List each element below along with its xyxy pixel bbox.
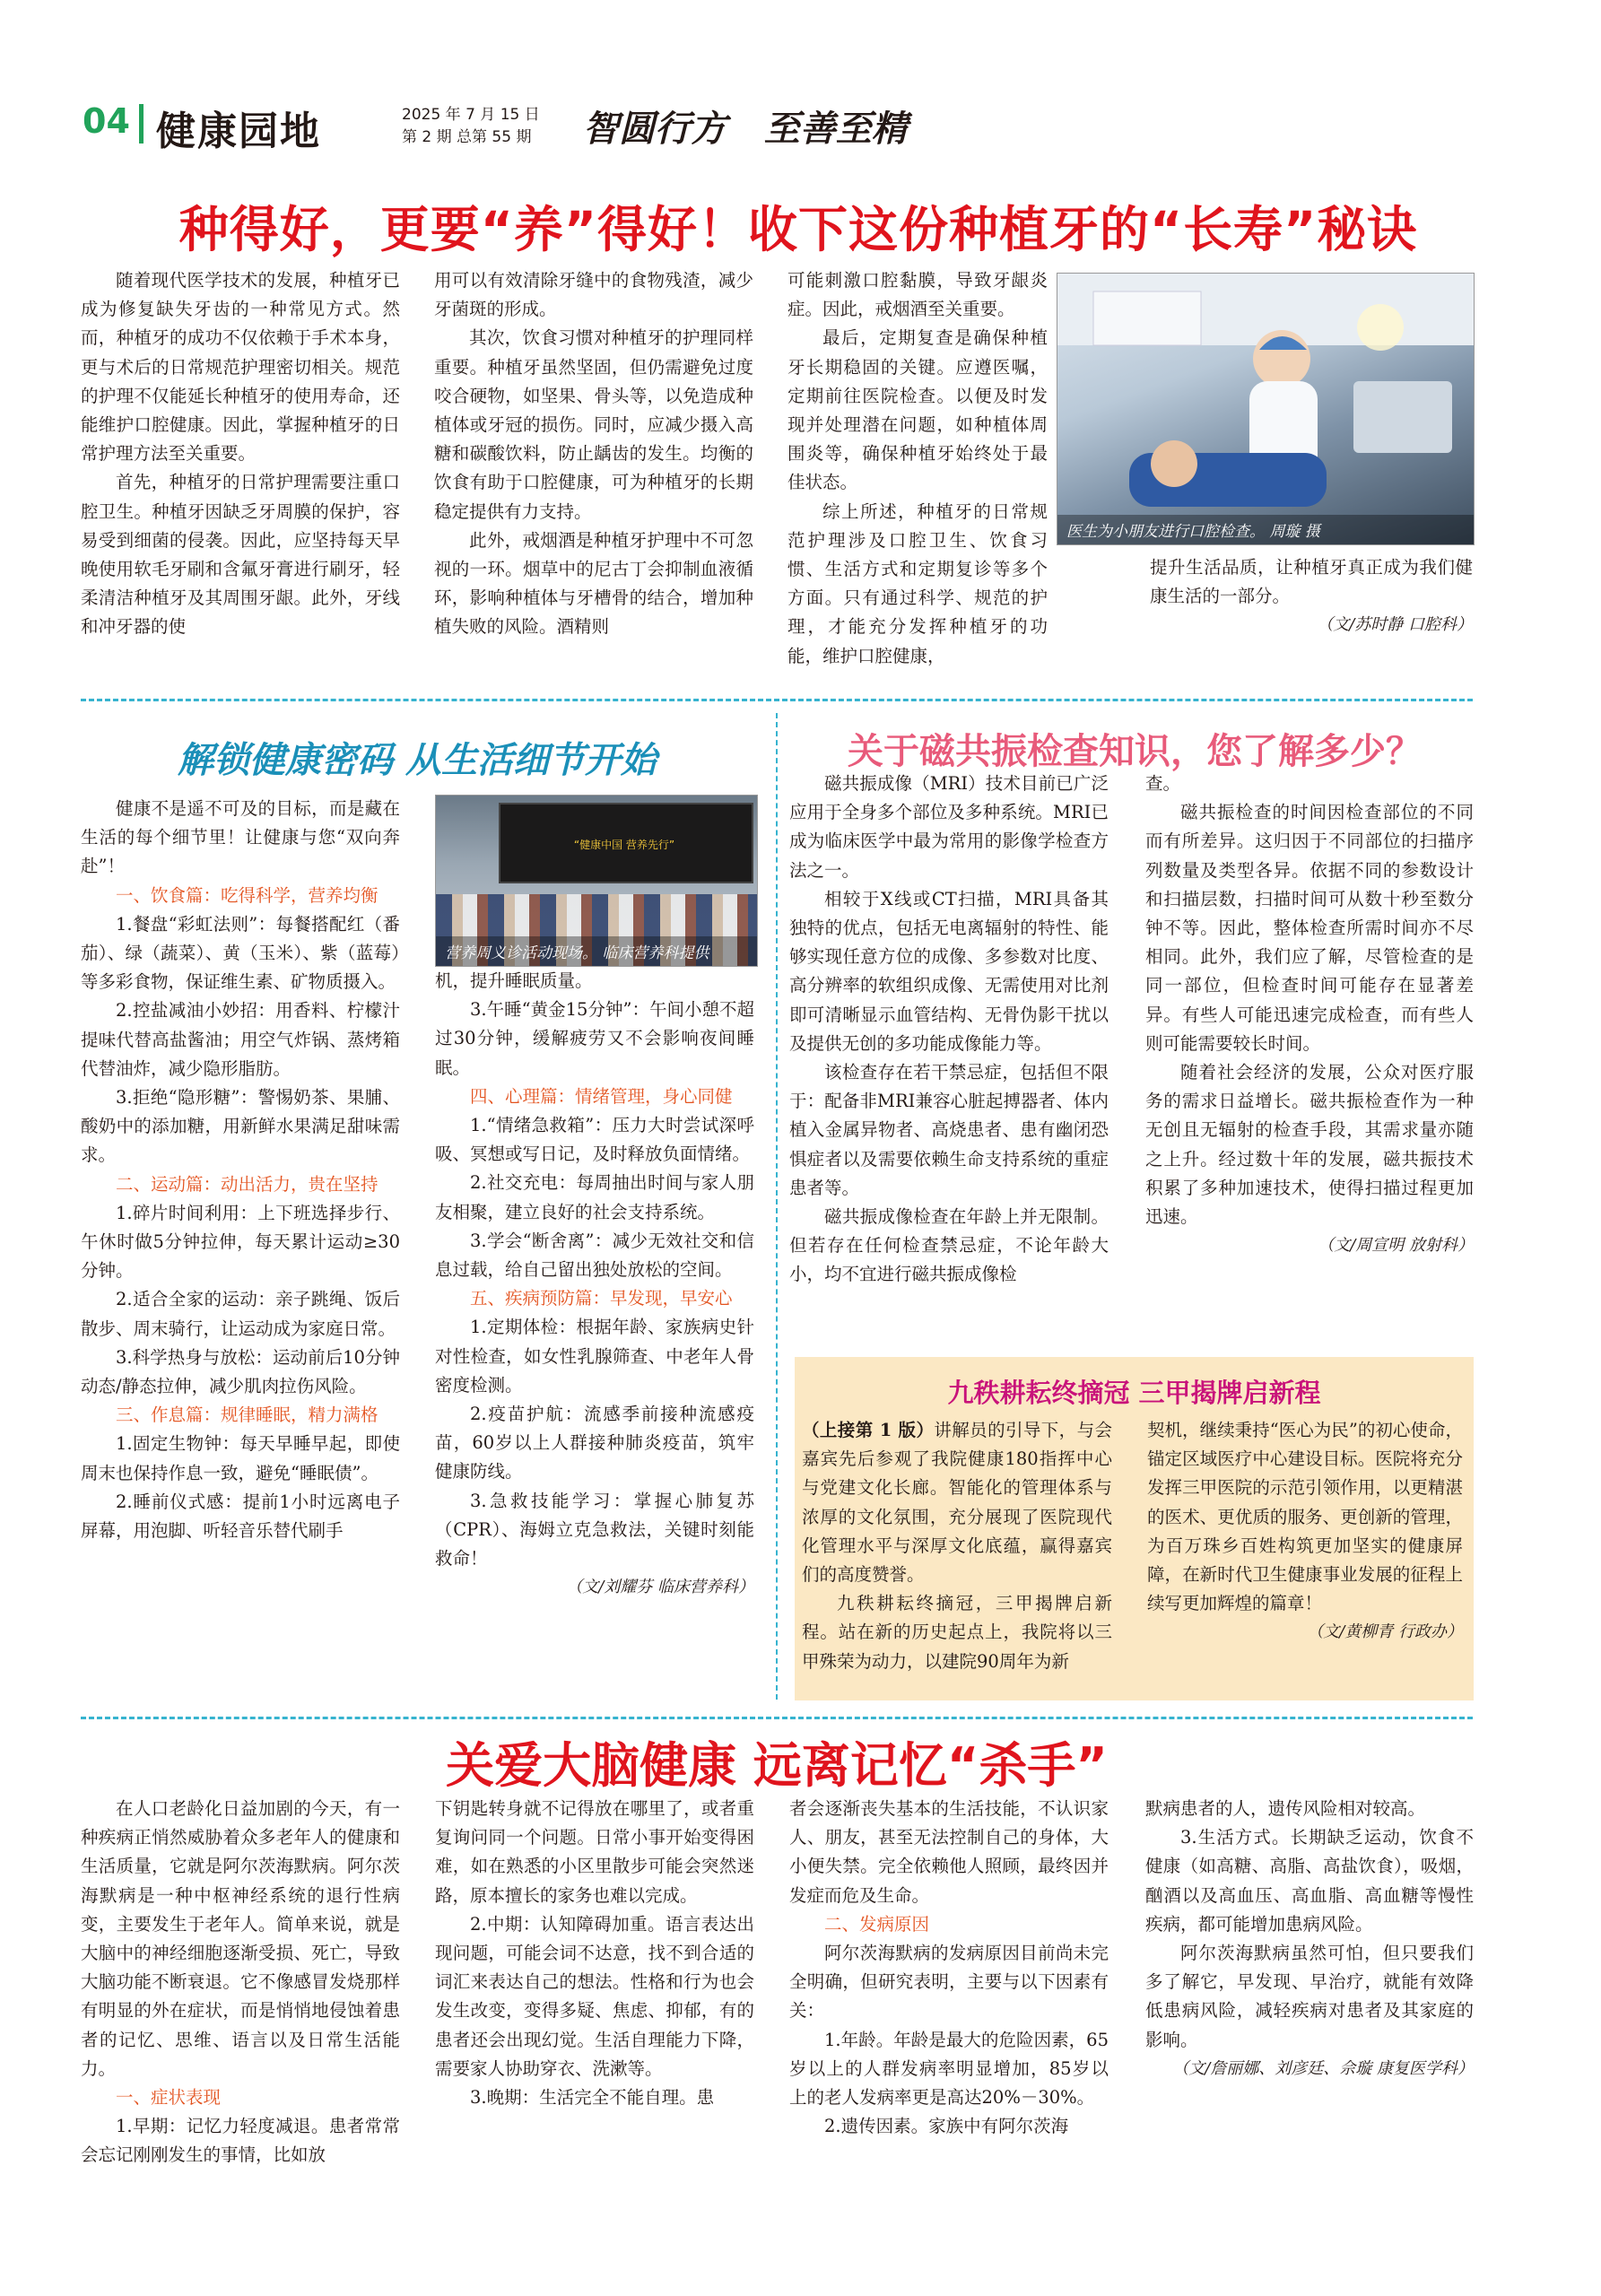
- masthead: [0, 0, 1601, 157]
- paragraph: 磁共振成像（MRI）技术目前已广泛应用于全身多个部位及多种系统。MRI已成为临床医学中最为常用的影像学检查方法之一。: [789, 773, 1109, 881]
- column-divider: [776, 713, 778, 1700]
- paragraph: 随着现代医学技术的发展，种植牙已成为修复缺失牙齿的一种常见方式。然而，种植牙的成功不仅依赖于手术本身，更与术后的日常规范护理密切相关。规范的护理不仅能延长种植牙的使用寿命，还能维护口腔健康。因此，掌握种植牙的日常护理方法至关重要。: [81, 270, 400, 465]
- paragraph: 1.定期体检：根据年龄、家族病史针对性检查，如女性乳腺筛查、中老年人骨密度检测。: [435, 1317, 754, 1396]
- section-heading: 五、疾病预防篇：早发现，早安心: [470, 1288, 733, 1309]
- issue-number: 第 2 期 总第 55 期: [402, 128, 532, 146]
- news-box-col2: [1147, 1416, 1463, 1689]
- paragraph: 磁共振检查的时间因检查部位的不同而有所差异。这归因于不同部位的扫描序列数量及类型各异。依据不同的参数设计和扫描层数，扫描时间可从数十秒至数分钟不等。因此，整体检查所需时间亦不尽相同。此外，我们应了解，尽管检查的是同一部位，但检查时间可能存在显著差异。有些人可能迅速完成检查，而有些人则可能需要较长时间。: [1145, 802, 1474, 1054]
- paragraph: 综上所述，种植牙的日常规范护理涉及口腔卫生、饮食习惯、生活方式和定期复诊等多个方面。只有通过科学、规范的护理，才能充分发挥种植牙的功能，维护口腔健康，: [787, 500, 1048, 666]
- section-divider: [81, 1717, 1473, 1719]
- paragraph: 者会逐渐丧失基本的生活技能，不认识家人、朋友，甚至无法控制自己的身体，大小便失禁。完全依赖他人照顾，最终因并发症而危及生命。: [789, 1798, 1109, 1906]
- photo-caption: 医生为小朋友进行口腔检查。 周璇 摄: [1057, 515, 1474, 544]
- paragraph: 用可以有效清除牙缝中的食物残渣，减少牙菌斑的形成。: [434, 270, 753, 320]
- paragraph: 机，提升睡眠质量。: [435, 970, 593, 991]
- paragraph: 1.年龄。年龄是最大的危险因素，65岁以上的人群发病率明显增加，85岁以上的老人发病率更是高达20%－30%。: [789, 2029, 1109, 2109]
- paragraph: 2.适合全家的运动：亲子跳绳、饭后散步、周末骑行，让运动成为家庭日常。: [81, 1289, 400, 1339]
- paragraph: 其次，饮食习惯对种植牙的护理同样重要。种植牙虽然坚固，但仍需避免过度咬合硬物，如坚果、骨头等，以免造成种植体或牙冠的损伤。同时，应减少摄入高糖和碳酸饮料，防止龋齿的发生。均衡的饮食有助于口腔健康，可为种植牙的长期稳定提供有力支持。: [434, 327, 753, 522]
- article1-col4: [1150, 553, 1473, 640]
- paragraph: 3.午睡“黄金15分钟”：午间小憩不超过30分钟，缓解疲劳又不会影响夜间睡眠。: [435, 999, 754, 1078]
- section-heading: 一、饮食篇：吃得科学，营养均衡: [116, 884, 378, 906]
- article4-col1: [81, 1795, 400, 2234]
- paragraph: 1.碎片时间利用：上下班选择步行、午休时做5分钟拉伸，每天累计运动≥30分钟。: [81, 1202, 400, 1282]
- paragraph: 阿尔茨海默病的发病原因目前尚未完全明确，但研究表明，主要与以下因素有关：: [789, 1943, 1109, 2022]
- paragraph: 磁共振成像检查在年龄上并无限制。但若存在任何检查禁忌症，不论年龄大小，均不宜进行磁共振成像检: [789, 1206, 1109, 1285]
- event-banner-text: “健康中国 营养先行”: [573, 839, 675, 851]
- byline: （文/刘耀芬 临床营养科）: [566, 1578, 754, 1597]
- byline: （文/周宣明 放射科）: [1318, 1236, 1474, 1256]
- paragraph: 2.社交充电：每周抽出时间与家人朋友相聚，建立良好的社会支持系统。: [435, 1172, 754, 1222]
- article1-col1: [81, 266, 400, 683]
- paragraph: 2.疫苗护航：流感季前接种流感疫苗，60岁以上人群接种肺炎疫苗，筑牢健康防线。: [435, 1404, 754, 1483]
- article4-col2: [435, 1795, 754, 2234]
- section-heading: 三、作息篇：规律睡眠，精力满格: [116, 1405, 378, 1426]
- continued-marker: （上接第 1 版）: [802, 1420, 935, 1440]
- nutrition-week-photo: [435, 795, 758, 967]
- page-number: 04: [83, 101, 130, 141]
- paragraph: 相较于X线或CT扫描，MRI具备其独特的优点，包括无电离辐射的特性、能够实现任意方位的成像、多参数对比度、高分辨率的软组织成像、无需使用对比剂即可清晰显示血管结构、无骨伪影干扰以及提供无创的多功能成像能力等。: [789, 888, 1109, 1054]
- article1-col2: [434, 266, 753, 683]
- paragraph: 3.急救技能学习：掌握心肺复苏（CPR）、海姆立克急救法，关键时刻能救命！: [435, 1490, 754, 1570]
- section-divider: [81, 699, 1473, 701]
- paragraph: 3.学会“断舍离”：减少无效社交和信息过载，给自己留出独处放松的空间。: [435, 1230, 754, 1281]
- byline: （文/黄柳青 行政办）: [1307, 1622, 1463, 1642]
- section-heading: 四、心理篇：情绪管理，身心同健: [470, 1085, 733, 1107]
- news-box-title: 九秩耕耘终摘冠 三甲揭牌启新程: [947, 1378, 1321, 1408]
- paragraph: 3.拒绝“隐形糖”：警惕奶茶、果脯、酸奶中的添加糖，用新鲜水果满足甜味需求。: [81, 1087, 400, 1166]
- article2-col2: [435, 967, 754, 1702]
- article1-title: 种得好，更要“养”得好！收下这份种植牙的“长寿”秘诀: [178, 201, 1418, 258]
- paragraph: 健康不是遥不可及的目标，而是藏在生活的每个细节里！让健康与您“双向奔赴”！: [81, 798, 400, 877]
- paragraph: 1.早期：记忆力轻度减退。患者常常会忘记刚刚发生的事情，比如放: [81, 2116, 400, 2166]
- dental-exam-photo: [1057, 273, 1475, 545]
- section-heading: 一、症状表现: [116, 2087, 222, 2109]
- news-box-col1: [802, 1416, 1112, 1689]
- paragraph: 九秩耕耘终摘冠，三甲揭牌启新程。站在新的历史起点上，我院将以三甲殊荣为动力，以建院90周年为新: [802, 1593, 1112, 1672]
- paragraph: 首先，种植牙的日常护理需要注重口腔卫生。种植牙因缺乏牙周膜的保护，容易受到细菌的侵袭。因此，应坚持每天早晚使用软毛牙刷和含氟牙膏进行刷牙，轻柔清洁种植牙及其周围牙龈。此外，牙线和冲牙器的使: [81, 472, 400, 638]
- paragraph: 在人口老龄化日益加剧的今天，有一种疾病正悄然威胁着众多老年人的健康和生活质量，它就是阿尔茨海默病。阿尔茨海默病是一种中枢神经系统的退行性病变，主要发生于老年人。简单来说，就是大脑中的神经细胞逐渐受损、死亡，导致大脑功能不断衰退。它不像感冒发烧那样有明显的外在症状，而是悄悄地侵蚀着患者的记忆、思维、语言以及日常生活能力。: [81, 1798, 400, 2079]
- paragraph: 提升生活品质，让种植牙真正成为我们健康生活的一部分。: [1150, 557, 1473, 607]
- byline: （文/詹丽娜、刘彦廷、佘璇 康复医学科）: [1172, 2058, 1474, 2078]
- dental-scene-illustration: [1057, 274, 1474, 544]
- paragraph: 最后，定期复查是确保种植牙长期稳固的关键。应遵医嘱，定期前往医院检查。以便及时发现并处理潜在问题，如种植体周围炎等，确保种植牙始终处于最佳状态。: [787, 327, 1048, 493]
- paragraph: 随着社会经济的发展，公众对医疗服务的需求日益增长。磁共振检查作为一种无创且无辐射的检查手段，其需求量亦随之上升。经过数十年的发展，磁共振技术积累了多种加速技术，使得扫描过程更加迅速。: [1145, 1062, 1474, 1228]
- news-box: [795, 1357, 1474, 1700]
- paragraph: 3.生活方式。长期缺乏运动，饮食不健康（如高糖、高脂、高盐饮食），吸烟，酗酒以及高血压、高血脂、高血糖等慢性疾病，都可能增加患病风险。: [1145, 1827, 1474, 1935]
- paragraph: 可能刺激口腔黏膜，导致牙龈炎症。因此，戒烟酒至关重要。: [787, 270, 1048, 320]
- paragraph: [802, 1416, 1112, 1589]
- paragraph-text: 讲解员的引导下，与会嘉宾先后参观了我院健康180指挥中心与党建文化长廊。智能化的管理体系与浓厚的文化氛围，充分展现了医院现代化管理水平与深厚文化底蕴，赢得嘉宾们的高度赞誉。: [802, 1420, 1112, 1586]
- article4-title: 关爱大脑健康 远离记忆“杀手”: [446, 1737, 1108, 1794]
- paragraph: 2.睡前仪式感：提前1小时远离电子屏幕，用泡脚、听轻音乐替代刷手: [81, 1491, 400, 1542]
- paragraph: 契机，继续秉持“医心为民”的初心使命，锚定区域医疗中心建设目标。医院将充分发挥三甲医院的示范引领作用，以更精湛的医术、更优质的服务、更创新的管理，为百万珠乡百姓构筑更加坚实的健康屏障，在新时代卫生健康事业发展的征程上续写更加辉煌的篇章！: [1147, 1420, 1463, 1614]
- article3-col2: [1145, 770, 1474, 1344]
- byline: （文/苏时静 口腔科）: [1317, 615, 1473, 635]
- article2-title: 解锁健康密码 从生活细节开始: [178, 740, 657, 781]
- article1-col3: [787, 266, 1048, 683]
- paragraph: 1.固定生物钟：每天早睡早起，即使周末也保持作息一致，避免“睡眠债”。: [81, 1433, 400, 1483]
- masthead-motto: 智圆行方 至善至精: [583, 108, 908, 150]
- paragraph: 该检查存在若干禁忌症，包括但不限于：配备非MRI兼容心脏起搏器者、体内植入金属异物者、高烧患者、患有幽闭恐惧症者以及需要依赖生命支持系统的重症患者等。: [789, 1062, 1109, 1198]
- section-heading: 二、发病原因: [824, 1913, 930, 1935]
- paragraph: 2.遗传因素。家族中有阿尔茨海: [824, 2116, 1069, 2137]
- paragraph: 下钥匙转身就不记得放在哪里了，或者重复询问同一个问题。日常小事开始变得困难，如在熟悉的小区里散步可能会突然迷路，原本擅长的家务也难以完成。: [435, 1798, 754, 1906]
- page-number-divider: [139, 104, 144, 144]
- issue-date: 2025 年 7 月 15 日: [402, 106, 540, 124]
- paragraph: 2.中期：认知障碍加重。语言表达出现问题，可能会词不达意，找不到合适的词汇来表达自己的想法。性格和行为也会发生改变，变得多疑、焦虑、抑郁，有的患者还会出现幻觉。生活自理能力下降，需要家人协助穿衣、洗漱等。: [435, 1913, 754, 2079]
- paragraph: 此外，戒烟酒是种植牙护理中不可忽视的一环。烟草中的尼古丁会抑制血液循环，影响种植体与牙槽骨的结合，增加种植失败的风险。酒精则: [434, 529, 753, 638]
- photo-caption: 营养周义诊活动现场。 临床营养科提供: [436, 936, 757, 966]
- paragraph: 3.晚期：生活完全不能自理。患: [470, 2087, 715, 2109]
- paragraph: 阿尔茨海默病虽然可怕，但只要我们多了解它，早发现、早治疗，就能有效降低患病风险，减轻疾病对患者及其家庭的影响。: [1145, 1943, 1474, 2050]
- paragraph: 查。: [1145, 773, 1181, 794]
- article2-col1: [81, 795, 400, 1686]
- paragraph: 1.“情绪急救箱”：压力大时尝试深呼吸、冥想或写日记，及时释放负面情绪。: [435, 1115, 754, 1165]
- article3-col1: [789, 770, 1109, 1340]
- article3-title: 关于磁共振检查知识，您了解多少？: [848, 731, 1422, 772]
- paragraph: 默病患者的人，遗传风险相对较高。: [1145, 1798, 1426, 1819]
- section-title: 健康园地: [156, 109, 321, 154]
- paragraph: 1.餐盘“彩虹法则”：每餐搭配红（番茄）、绿（蔬菜）、黄（玉米）、紫（蓝莓）等多彩食物，保证维生素、矿物质摄入。: [81, 913, 400, 993]
- paragraph: 3.科学热身与放松：运动前后10分钟动态/静态拉伸，减少肌肉拉伤风险。: [81, 1346, 400, 1397]
- paragraph: 2.控盐减油小妙招：用香料、柠檬汁提味代替高盐酱油；用空气炸锅、蒸烤箱代替油炸，减少隐形脂肪。: [81, 1000, 400, 1079]
- article4-col3: [789, 1795, 1109, 2234]
- article4-col4: [1145, 1795, 1474, 2234]
- section-heading: 二、运动篇：动出活力，贵在坚持: [116, 1173, 378, 1195]
